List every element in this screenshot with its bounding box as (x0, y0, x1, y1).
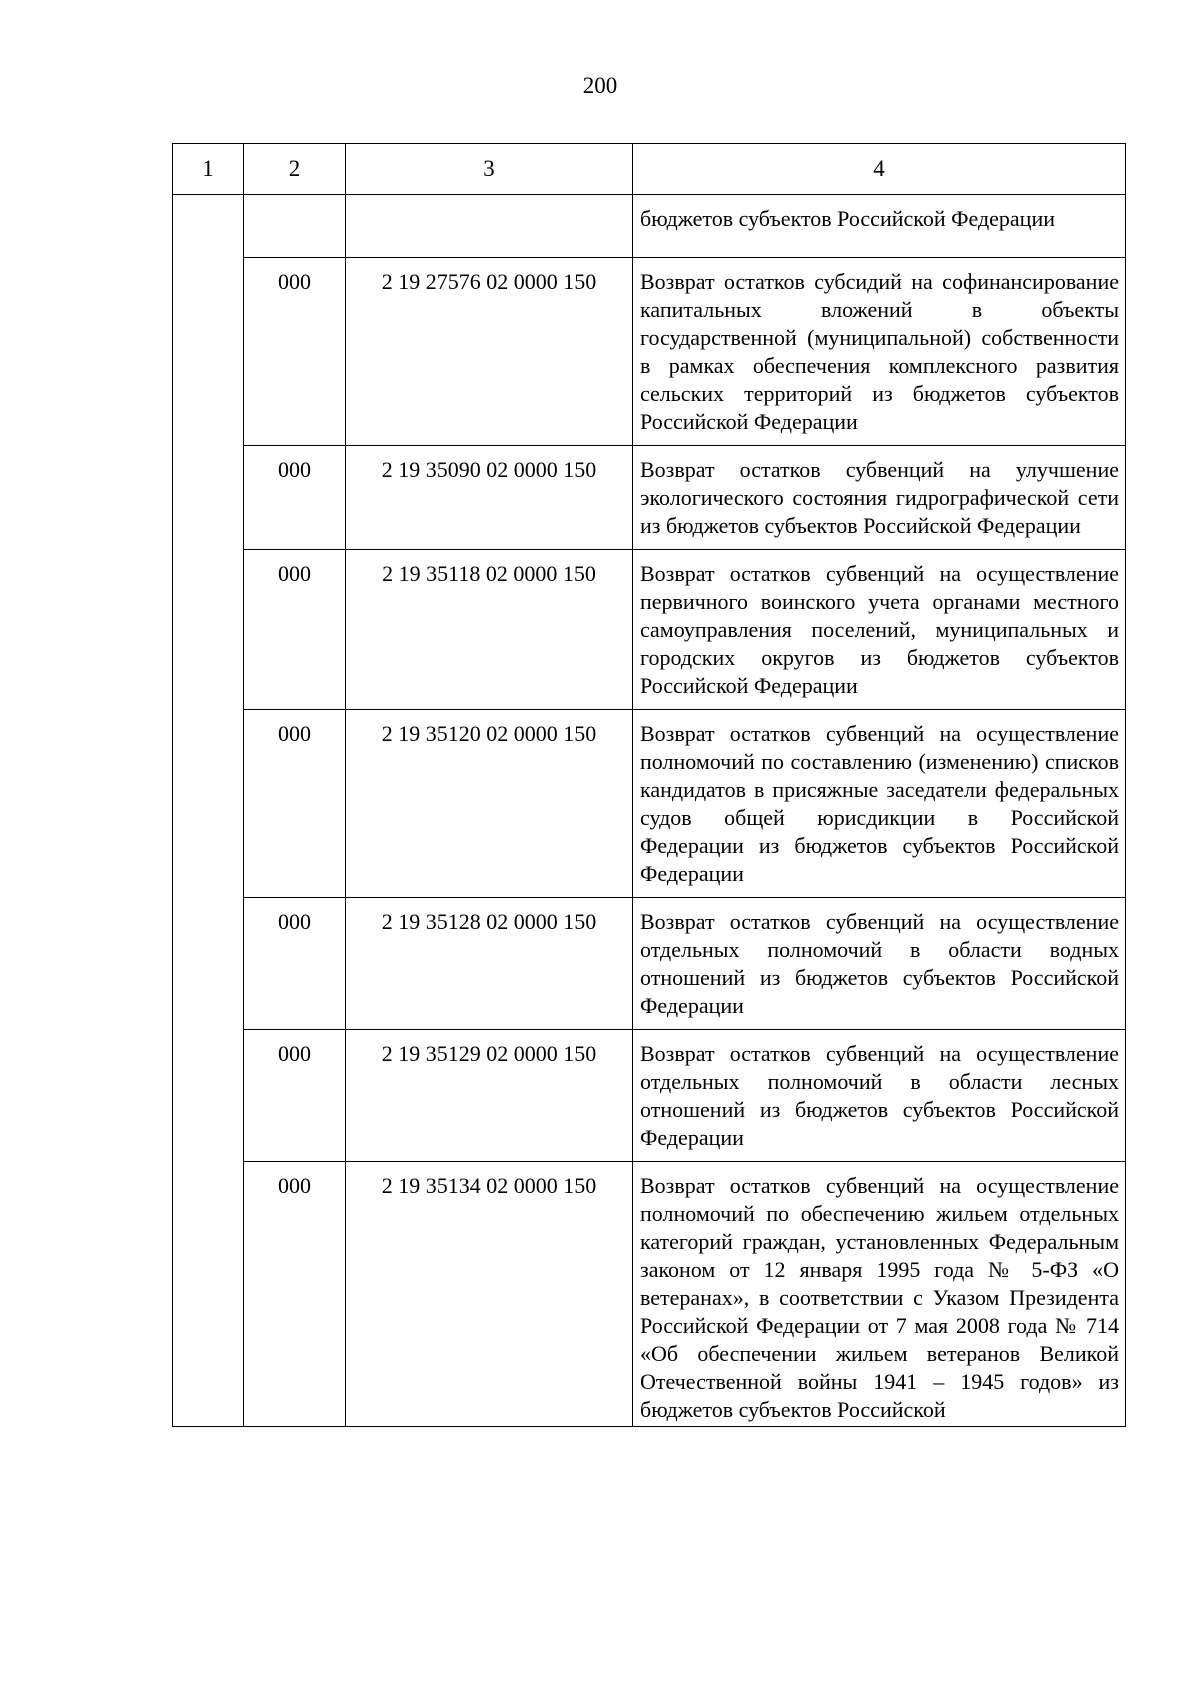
budget-code-cell: 2 19 35129 02 0000 150 (346, 1030, 633, 1162)
row-cell-col1 (173, 1030, 244, 1162)
admin-code-cell: 000 (244, 710, 346, 898)
page-number: 200 (582, 73, 618, 98)
description-cell: Возврат остатков субвенций на осуществление полномочий по составлению (изменению) списков кандидатов в присяжные заседатели федеральных судов общей юрисдикции в Российской Федерации из бюджетов субъектов Российской Федерации (633, 710, 1126, 898)
budget-code-cell: 2 19 35134 02 0000 150 (346, 1162, 633, 1427)
header-col-4: 4 (633, 144, 1126, 195)
admin-code-cell: 000 (244, 1162, 346, 1427)
description-cell: Возврат остатков субвенций на осуществление отдельных полномочий в области лесных отношений из бюджетов субъектов Российской Федерации (633, 1030, 1126, 1162)
table-header-row (173, 144, 1126, 195)
row-cell-col1 (173, 710, 244, 898)
header-col-2: 2 (244, 144, 346, 195)
table-row (173, 258, 1126, 446)
table-row (173, 550, 1126, 710)
budget-code-cell: 2 19 35090 02 0000 150 (346, 446, 633, 550)
table-row (173, 1162, 1126, 1427)
admin-code-cell: 000 (244, 1030, 346, 1162)
admin-code-cell (244, 195, 346, 258)
budget-code-cell: 2 19 27576 02 0000 150 (346, 258, 633, 446)
header-col-1: 1 (173, 144, 244, 195)
row-cell-col1 (173, 258, 244, 446)
table-row (173, 898, 1126, 1030)
table-row (173, 1030, 1126, 1162)
budget-code-cell: 2 19 35120 02 0000 150 (346, 710, 633, 898)
row-cell-col1 (173, 550, 244, 710)
header-col-3: 3 (346, 144, 633, 195)
admin-code-cell: 000 (244, 258, 346, 446)
table-row (173, 446, 1126, 550)
admin-code-cell: 000 (244, 446, 346, 550)
description-cell: Возврат остатков субвенций на осуществление первичного воинского учета органами местного самоуправления поселений, муниципальных и городских округов из бюджетов субъектов Российской Федерации (633, 550, 1126, 710)
budget-code-cell: 2 19 35128 02 0000 150 (346, 898, 633, 1030)
row-cell-col1 (173, 1162, 244, 1427)
budget-code-cell: 2 19 35118 02 0000 150 (346, 550, 633, 710)
table-row (173, 195, 1126, 258)
admin-code-cell: 000 (244, 898, 346, 1030)
description-cell: Возврат остатков субсидий на софинансирование капитальных вложений в объекты государственной (муниципальной) собственности в рамках обеспечения комплексного развития сельских территорий из бюджетов субъектов Российской Федерации (633, 258, 1126, 446)
row-cell-col1 (173, 195, 244, 258)
description-cell: Возврат остатков субвенций на осуществление отдельных полномочий в области водных отношений из бюджетов субъектов Российской Федерации (633, 898, 1126, 1030)
budget-code-cell (346, 195, 633, 258)
row-cell-col1 (173, 898, 244, 1030)
admin-code-cell: 000 (244, 550, 346, 710)
row-cell-col1 (173, 446, 244, 550)
description-cell: бюджетов субъектов Российской Федерации (633, 195, 1126, 258)
table-row (173, 710, 1126, 898)
description-cell: Возврат остатков субвенций на осуществление полномочий по обеспечению жильем отдельных категорий граждан, установленных Федеральным законом от 12 января 1995 года № 5-ФЗ «О ветеранах», в соответствии с Указом Президента Российской Федерации от 7 мая 2008 года № 714 «Об обеспечении жильем ветеранов Великой Отечественной войны 1941 – 1945 годов» из бюджетов субъектов Российской (633, 1162, 1126, 1427)
budget-codes-table (172, 143, 1126, 1427)
description-cell: Возврат остатков субвенций на улучшение экологического состояния гидрографической сети из бюджетов субъектов Российской Федерации (633, 446, 1126, 550)
